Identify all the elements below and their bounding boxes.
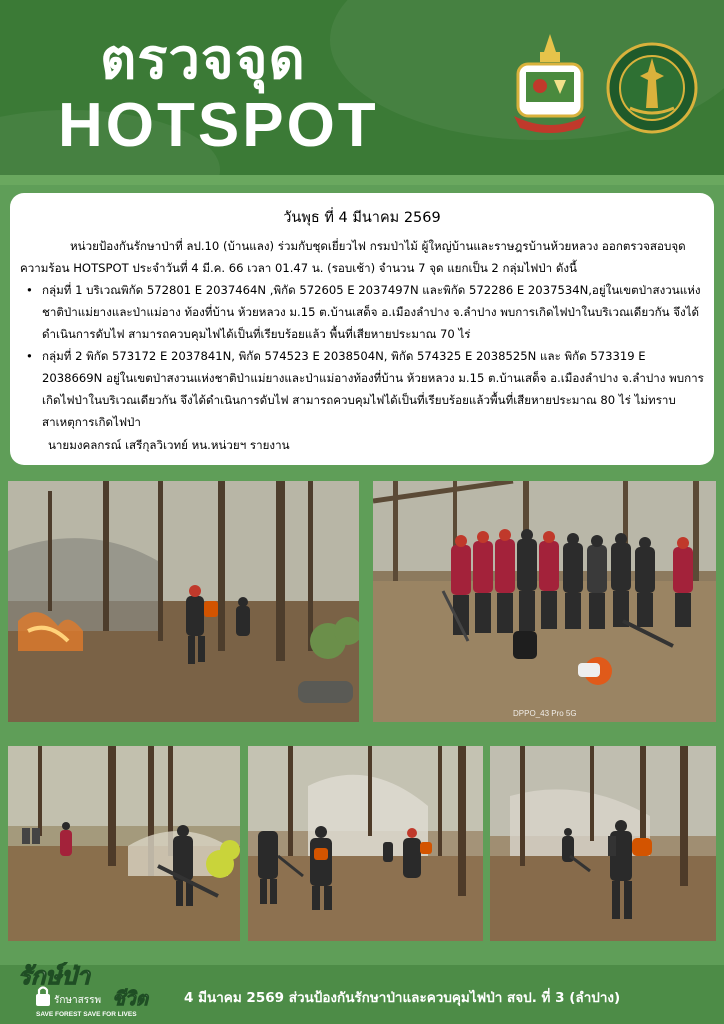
save-forest-logo xyxy=(14,954,174,1020)
hotspot-group-text: กลุ่มที่ 2 พิกัด 573172 E 2037841N, พิกัด 574523 E 2038504N, พิกัด 574325 E 2038525N และ พิกัด 573319 E 2038669N อยู่ในเขตป่าสงวนแห่งชาติป่าแม่ยางและป่าแม่อางท้องที่บ้าน ห้วยหลวง ม.15 ต.บ้านเสด็จ อ.เมืองลำปาง จ.ลำปาง พบการเกิดไฟป่าในบริเวณเดียวกัน จึงได้ดำเนินการดับไฟ สามารถควบคุมไฟได้เป็นที่เรียบร้อยแล้วพื้นที่เสียหายประมาณ 80 ไร่ ไม่ทราบสาเหตุการเกิดไฟป่า xyxy=(42,349,704,429)
footer-logo-word: ชีวิต xyxy=(112,988,148,1010)
footer-logo-tagline: SAVE FOREST SAVE FOR LIVES xyxy=(36,1011,137,1018)
report-intro: หน่วยป้องกันรักษาป่าที่ ลป.10 (บ้านแลง) ร่วมกับชุดเยี่ยวไฟ กรมป่าไม้ ผู้ใหญ่บ้านและราษฎรบ้านห้วยหลวง ออกตรวจสอบจุด ความร้อน HOTSPOT ประจำวันที่ 4 มี.ค. 66 เวลา 01.47 น. (รอบเช้า) จำนวน 7 จุด แยกเป็น 2 กลุ่มไฟป่า ดังนี้ xyxy=(20,239,686,275)
photo-firefighting-3 xyxy=(248,746,483,941)
bullet-icon: • xyxy=(26,283,33,297)
hotspot-group-text: กลุ่มที่ 1 บริเวณพิกัด 572801 E 2037464N ,พิกัด 572605 E 2037497N และพิกัด 572286 E 2037534N,อยู่ในเขตป่าสงวนแห่งชาติป่าแม่ยางและป่าแม่อาง ท้องที่บ้าน ห้วยหลวง ม.15 ต.บ้านเสด็จ อ.เมืองลำปาง จ.ลำปาง พบการเกิดไฟป่าในบริเวณเดียวกัน จึงได้ดำเนินการดับไฟ สามารถควบคุมไฟได้เป็นที่เรียบร้อยแล้ว พื้นที่เสียหายประมาณ 70 ไร่ xyxy=(42,283,701,341)
report-card xyxy=(10,193,714,465)
photo-firefighting-1 xyxy=(8,481,359,722)
footer-logo-sub: รักษาสรรพ xyxy=(54,995,102,1006)
reporter-line: นายมงคลกรณ์ เสรีกุลวิเวทย์ หน.หน่วยฯ รายงาน xyxy=(48,438,290,452)
footer-logo-title: รักษ์ป่า xyxy=(18,962,90,990)
photo-watermark: DPPO_43 Pro 5G xyxy=(513,709,577,718)
padlock-icon xyxy=(36,988,50,1007)
photo-firefighting-2 xyxy=(8,746,240,941)
title-thai: ตรวจจุด xyxy=(100,27,306,92)
header-stripe xyxy=(0,175,724,185)
footer-text: 4 มีนาคม 2569 ส่วนป้องกันรักษาป่าและควบคุมไฟป่า สจป. ที่ 3 (ลำปาง) xyxy=(184,990,621,1006)
hotspot-group-item xyxy=(20,345,708,433)
bullet-icon: • xyxy=(26,349,33,363)
photo-firefighting-4 xyxy=(490,746,716,941)
photo-team-group xyxy=(373,481,716,722)
hotspot-group-list xyxy=(20,279,708,433)
title-hotspot: HOTSPOT xyxy=(58,91,379,160)
royal-emblem-icon xyxy=(510,30,590,135)
royal-forest-department-seal-icon xyxy=(606,42,698,134)
hotspot-group-item xyxy=(20,279,708,345)
report-date: วันพุธ ที่ 4 มีนาคม 2569 xyxy=(283,210,441,226)
